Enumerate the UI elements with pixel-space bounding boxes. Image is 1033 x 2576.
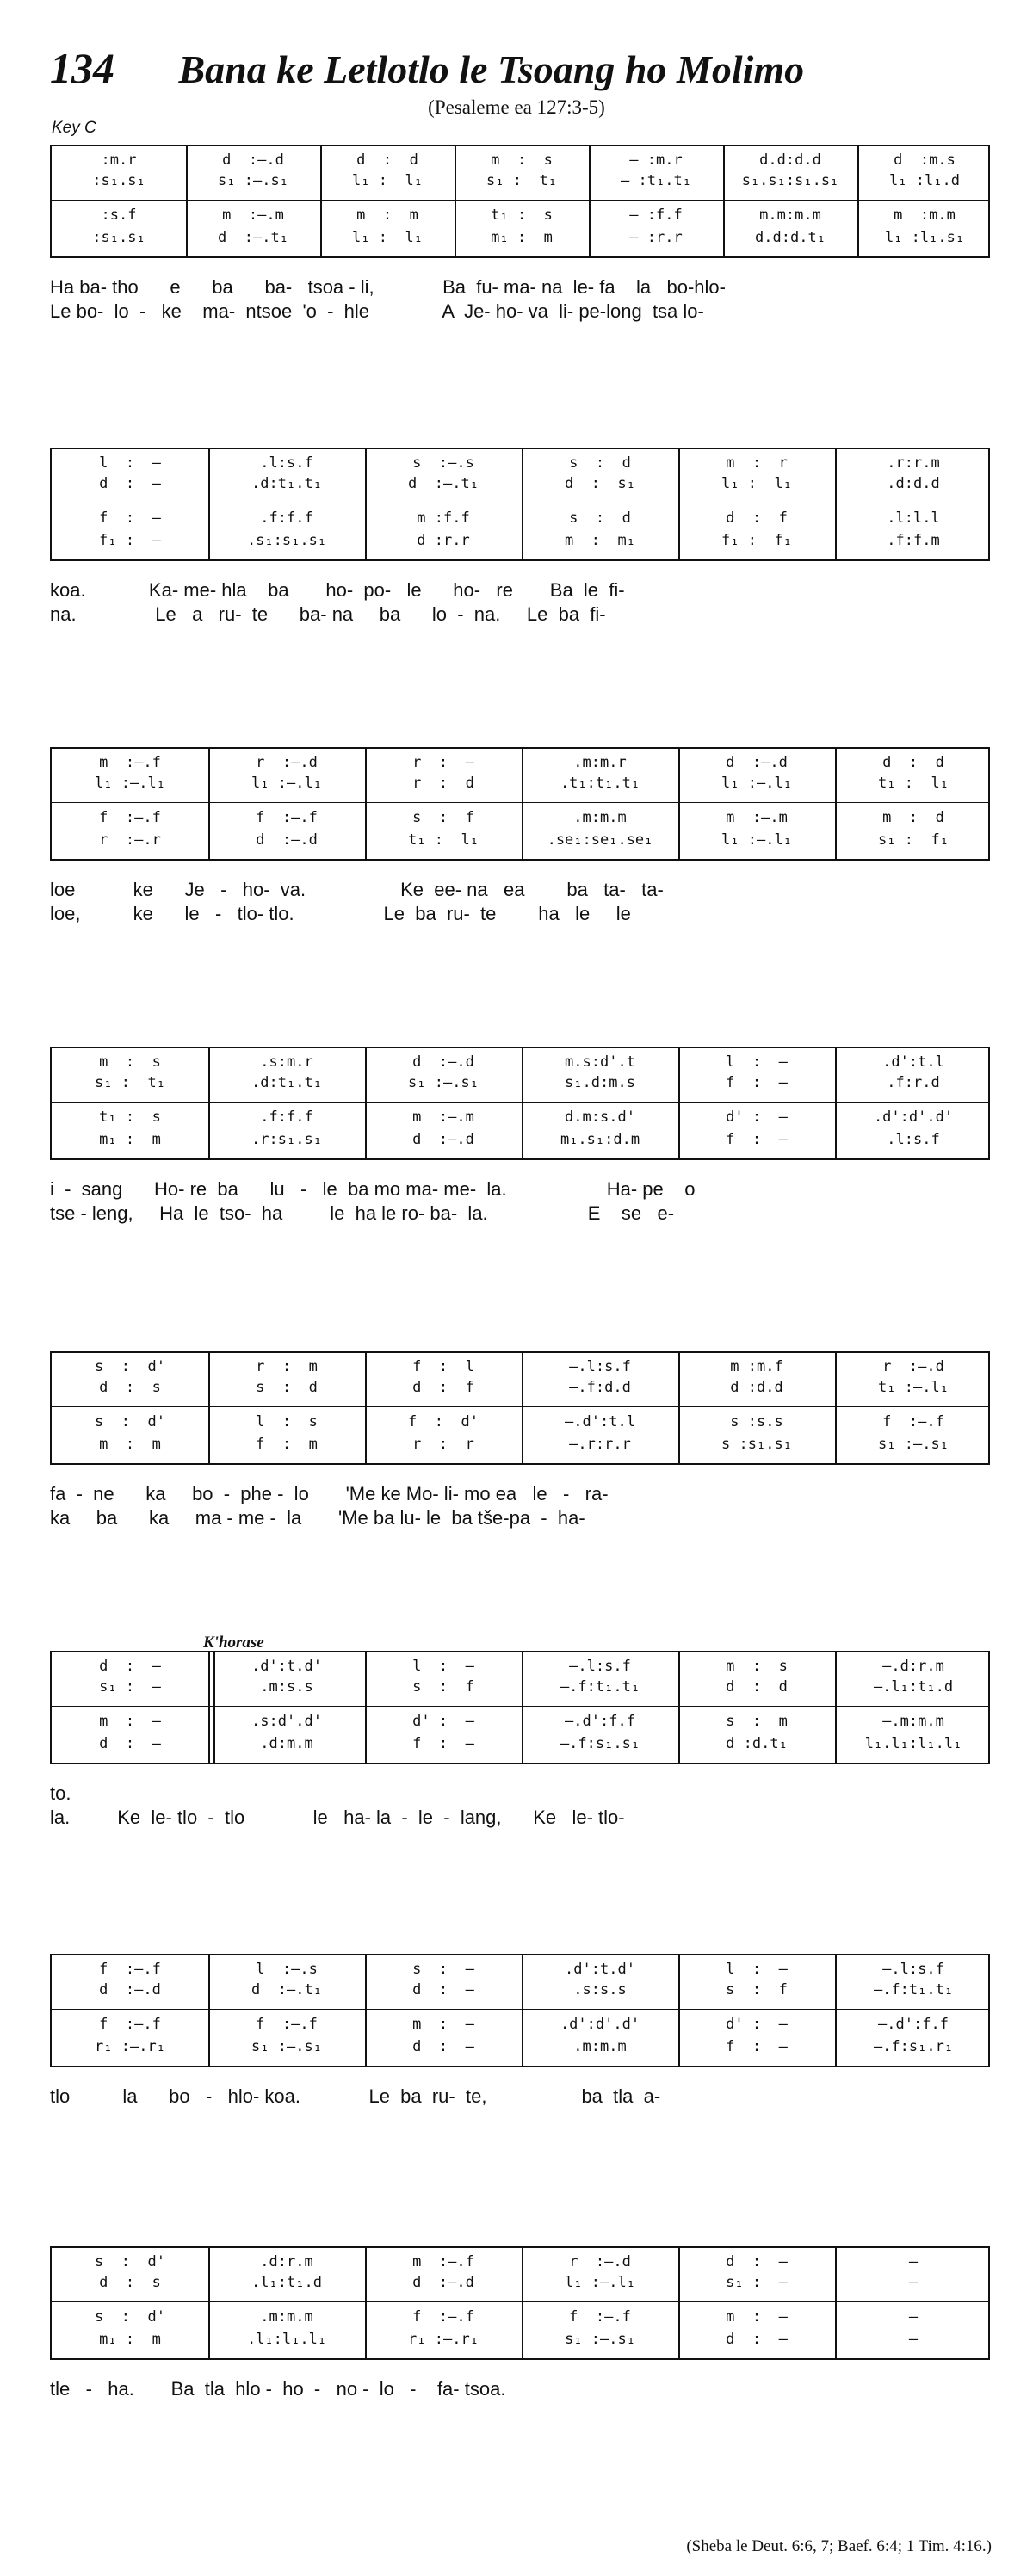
sol-fa-cell: s₁.s₁:s₁.s₁	[741, 172, 839, 189]
sol-fa-cell: :m.r	[101, 151, 137, 169]
sol-fa-cell: .d':t.d'	[565, 1961, 635, 1978]
voice-row	[52, 831, 988, 854]
lyric-line: tse - leng, Ha le tso- ha le ha le ro- ba- la. E se e-	[50, 1202, 675, 1224]
music-system	[50, 2246, 990, 2401]
sol-fa-cell: l : —	[726, 1053, 788, 1071]
sol-fa-cell: .t₁:t₁.t₁	[560, 775, 640, 792]
sol-fa-cell: d :–.d	[412, 1053, 474, 1071]
sol-fa-cell: d :–.t₁	[218, 229, 288, 246]
sol-fa-cell: d : —	[726, 2253, 788, 2270]
key-signature: Key C	[52, 119, 96, 137]
sol-fa-cell: .r:s₁.s₁	[251, 1131, 322, 1148]
sol-fa-cell: .r:r.m	[887, 454, 940, 472]
voice-row	[52, 1436, 988, 1458]
sol-fa-cell: d : d	[882, 754, 944, 771]
sol-fa-cell: d :–.t₁	[251, 1981, 322, 1998]
sol-fa-cell: m₁ : m	[491, 229, 553, 246]
sol-fa-cell: m.s:d'.t	[565, 1053, 635, 1071]
music-system	[50, 448, 990, 627]
sol-fa-cell: –.f:t₁.t₁	[560, 1678, 640, 1696]
sol-fa-cell: r : m	[256, 1358, 318, 1375]
sol-fa-cell: .f:f.f	[260, 510, 313, 527]
sol-fa-cell: .s:m.r	[260, 1053, 313, 1071]
sol-fa-cell: d :–.d	[256, 831, 318, 849]
sol-fa-cell: f : —	[726, 1074, 788, 1091]
sol-fa-cell: .d:m.m	[260, 1735, 313, 1752]
sol-fa-cell: –.d':f.f	[878, 2016, 949, 2033]
sol-fa-cell: f : d'	[408, 1413, 479, 1430]
sol-fa-cell: m :–.f	[412, 2253, 474, 2270]
sol-fa-cell: l₁ : l₁	[352, 172, 423, 189]
sol-fa-cell: .m:m.m	[573, 2038, 627, 2055]
hymn-subtitle: (Pesaleme ea 127:3-5)	[428, 96, 605, 118]
sol-fa-cell: s₁ : —	[99, 1678, 161, 1696]
voice-row	[52, 754, 988, 776]
sol-fa-cell: m₁ : m	[99, 1131, 161, 1148]
sol-fa-staff	[50, 1047, 990, 1160]
sol-fa-cell: t₁ : l₁	[878, 775, 949, 792]
sol-fa-cell: f :–.f	[412, 2308, 474, 2326]
sol-fa-cell: r :–.d	[569, 2253, 631, 2270]
sol-fa-cell: f₁ : —	[99, 532, 161, 549]
sol-fa-cell: m : r	[726, 454, 788, 472]
sol-fa-cell: .l₁:t₁.d	[251, 2274, 322, 2291]
sol-fa-cell: d : d	[356, 151, 418, 169]
sol-fa-cell: l₁ : l₁	[721, 475, 792, 492]
sol-fa-cell: d' : —	[412, 1713, 474, 1730]
sol-fa-cell: d : —	[99, 1735, 161, 1752]
lyric-line: na. Le a ru- te ba- na ba lo - na. Le ba fi-	[50, 603, 606, 625]
sol-fa-cell: s₁ : f₁	[878, 831, 949, 849]
sol-fa-cell: d : s₁	[565, 475, 635, 492]
sol-fa-cell: d : —	[412, 1981, 474, 1998]
sol-fa-cell: l₁ :–.l₁	[721, 775, 792, 792]
sol-fa-cell: f : m	[256, 1436, 318, 1453]
voice-row	[52, 1074, 988, 1096]
sol-fa-cell: .s₁:s₁.s₁	[246, 532, 327, 549]
sol-fa-cell: f : —	[726, 1131, 788, 1148]
lyric-line: koa. Ka- me- hla ba ho- po- le ho- re Ba le fi-	[50, 579, 625, 601]
sol-fa-cell: s₁ :–.s₁	[218, 172, 288, 189]
sol-fa-cell: f : —	[412, 1735, 474, 1752]
sol-fa-staff	[50, 747, 990, 861]
sol-fa-cell: .d':t.l	[882, 1053, 944, 1071]
music-system	[50, 145, 990, 324]
sol-fa-cell: –.f:t₁.t₁	[873, 1981, 954, 1998]
sol-fa-cell: d' : —	[726, 2016, 788, 2033]
voice-row	[52, 172, 988, 195]
sol-fa-cell: –.f:s₁.r₁	[873, 2038, 954, 2055]
sol-fa-cell: f :–.f	[882, 1413, 944, 1430]
sol-fa-cell: –.l₁:t₁.d	[873, 1678, 954, 1696]
sol-fa-cell: d : —	[99, 475, 161, 492]
sol-fa-cell: .f:r.d	[887, 1074, 940, 1091]
sol-fa-cell: s : d'	[95, 1358, 165, 1375]
lyrics	[50, 878, 990, 926]
sol-fa-cell: l : —	[726, 1961, 788, 1978]
voice-row	[52, 1358, 988, 1381]
sol-fa-cell: s : d'	[95, 2308, 165, 2326]
sol-fa-cell: .d:t₁.t₁	[251, 1074, 322, 1091]
sol-fa-cell: s : d	[256, 1379, 318, 1396]
lyrics	[50, 275, 990, 324]
sol-fa-cell: r₁ :–.r₁	[408, 2331, 479, 2348]
sol-fa-cell: d.d:d.d	[759, 151, 821, 169]
sol-fa-cell: .se₁:se₁.se₁	[547, 831, 653, 849]
sol-fa-cell: — :r.r	[629, 229, 683, 246]
hymn-title: Bana ke Letlotlo le Tsoang ho Molimo	[178, 47, 805, 91]
sol-fa-cell: d :–.d	[99, 1981, 161, 1998]
sol-fa-cell: .l:l.l	[887, 510, 940, 527]
sol-fa-cell: s : d'	[95, 2253, 165, 2270]
lyrics	[50, 1482, 990, 1530]
sol-fa-staff	[50, 1651, 990, 1764]
music-system	[50, 1651, 990, 1830]
lyrics	[50, 578, 990, 627]
voice-row	[52, 207, 988, 229]
sol-fa-cell: m : —	[99, 1713, 161, 1730]
sol-fa-cell: d' : —	[726, 1109, 788, 1126]
sol-fa-cell: –.d':f.f	[565, 1713, 635, 1730]
lyric-line: la. Ke le- tlo - tlo le ha- la - le - lang, Ke le- tlo-	[50, 1807, 625, 1828]
sol-fa-cell: f :–.f	[99, 809, 161, 826]
sol-fa-cell: l₁ :–.l₁	[95, 775, 165, 792]
sol-fa-cell: m :–.f	[99, 754, 161, 771]
voice-row	[52, 1981, 988, 2004]
sol-fa-cell: r :–.d	[256, 754, 318, 771]
lyrics	[50, 2377, 990, 2401]
sol-fa-cell: f : l	[412, 1358, 474, 1375]
sol-fa-cell: t₁ : l₁	[408, 831, 479, 849]
voice-row	[52, 475, 988, 497]
sol-fa-cell: d : f	[412, 1379, 474, 1396]
sol-fa-cell: t₁ :–.l₁	[878, 1379, 949, 1396]
chorus-label: K'horase	[203, 1634, 264, 1652]
sol-fa-cell: –.f:d.d	[569, 1379, 631, 1396]
sol-fa-staff	[50, 448, 990, 561]
sol-fa-cell: — :f.f	[629, 207, 683, 224]
sol-fa-cell: l₁.l₁:l₁.l₁	[864, 1735, 962, 1752]
sol-fa-cell: .m:s.s	[260, 1678, 313, 1696]
sol-fa-cell: d : f	[726, 510, 788, 527]
sol-fa-cell: r : d	[412, 775, 474, 792]
sol-fa-cell: r :–.d	[882, 1358, 944, 1375]
voice-row	[52, 510, 988, 532]
sol-fa-cell: d.m:s.d'	[565, 1109, 635, 1126]
sol-fa-cell: r :–.r	[99, 831, 161, 849]
sol-fa-cell: s : d	[569, 510, 631, 527]
lyrics	[50, 1177, 990, 1226]
sol-fa-cell: d : —	[412, 2038, 474, 2055]
sol-fa-cell: t₁ : s	[491, 207, 553, 224]
sol-fa-cell: d :–.d	[412, 1131, 474, 1148]
lyric-line: tle - ha. Ba tla hlo - ho - no - lo - fa- tsoa.	[50, 2378, 506, 2400]
voice-row	[52, 1379, 988, 1401]
sol-fa-cell: m :–.m	[412, 1109, 474, 1126]
sol-fa-cell: m : s	[99, 1053, 161, 1071]
sol-fa-cell: s :s.s	[730, 1413, 783, 1430]
sol-fa-cell: l₁ :l₁.d	[889, 172, 960, 189]
sol-fa-cell: .d':d'.d'	[560, 2016, 640, 2033]
sol-fa-cell: .l₁:l₁.l₁	[246, 2331, 327, 2348]
voice-row	[52, 2016, 988, 2038]
sol-fa-cell: –.d':t.l	[565, 1413, 635, 1430]
sol-fa-cell: s₁ : t₁	[95, 1074, 165, 1091]
sol-fa-cell: d :–.d	[412, 2274, 474, 2291]
staff-divider	[52, 1706, 988, 1707]
voice-row	[52, 532, 988, 554]
sol-fa-cell: f :–.f	[569, 2308, 631, 2326]
sol-fa-cell: .d':t.d'	[251, 1658, 322, 1675]
sol-fa-cell: :s.f	[101, 207, 137, 224]
sol-fa-cell: f :–.f	[256, 2016, 318, 2033]
sol-fa-cell: d : d	[726, 1678, 788, 1696]
sol-fa-cell: —	[908, 2331, 919, 2348]
staff-divider	[52, 200, 988, 201]
sol-fa-cell: m :m.m	[894, 207, 956, 224]
sol-fa-cell: —	[908, 2274, 919, 2291]
sol-fa-cell: l₁ :–.l₁	[251, 775, 322, 792]
sol-fa-cell: .l:s.f	[887, 1131, 940, 1148]
sol-fa-cell: s : —	[412, 1961, 474, 1978]
sol-fa-cell: d :d.t₁	[726, 1735, 788, 1752]
staff-divider	[52, 1102, 988, 1103]
staff-divider	[52, 802, 988, 803]
sol-fa-cell: .d:d.d	[887, 475, 940, 492]
sol-fa-cell: d :–.t₁	[408, 475, 479, 492]
sol-fa-cell: m : d	[882, 809, 944, 826]
lyric-line: tlo la bo - hlo- koa. Le ba ru- te, ba tla a-	[50, 2085, 661, 2107]
sol-fa-cell: — :m.r	[629, 151, 683, 169]
sol-fa-cell: f : —	[726, 2038, 788, 2055]
sol-fa-cell: s : f	[726, 1981, 788, 1998]
sol-fa-cell: m.m:m.m	[759, 207, 821, 224]
voice-row	[52, 1678, 988, 1701]
sol-fa-cell: .m:m.m	[260, 2308, 313, 2326]
sol-fa-staff	[50, 145, 990, 258]
sol-fa-cell: d :d.d	[730, 1379, 783, 1396]
sol-fa-cell: — :t₁.t₁	[621, 172, 691, 189]
music-system	[50, 1351, 990, 1530]
sol-fa-cell: d : s	[99, 1379, 161, 1396]
sol-fa-cell: s : m	[726, 1713, 788, 1730]
sol-fa-cell: l₁ :l₁.s₁	[884, 229, 965, 246]
lyric-line: i - sang Ho- re ba lu - le ba mo ma- me- la. Ha- pe o	[50, 1178, 696, 1200]
sol-fa-cell: l :–.s	[256, 1961, 318, 1978]
voice-row	[52, 2331, 988, 2353]
sol-fa-cell: d : s	[99, 2274, 161, 2291]
sol-fa-cell: m : m	[99, 1436, 161, 1453]
sol-fa-cell: d : —	[726, 2331, 788, 2348]
sol-fa-staff	[50, 2246, 990, 2360]
voice-row	[52, 1735, 988, 1757]
sol-fa-cell: m :–.m	[726, 809, 788, 826]
sol-fa-cell: m : —	[412, 2016, 474, 2033]
sol-fa-cell: —	[908, 2253, 919, 2270]
sol-fa-cell: –.r:r.r	[569, 1436, 631, 1453]
sol-fa-cell: s₁ :–.s₁	[878, 1436, 949, 1453]
sol-fa-cell: t₁ : s	[99, 1109, 161, 1126]
lyric-line: Le bo- lo - ke ma- ntsoe 'o - hle A Je- ho- va li- pe-long tsa lo-	[50, 300, 704, 322]
sol-fa-cell: m₁ : m	[99, 2331, 161, 2348]
sol-fa-cell: .m:m.r	[573, 754, 627, 771]
staff-divider	[52, 2009, 988, 2010]
sol-fa-cell: –.l:s.f	[569, 1658, 631, 1675]
sol-fa-cell: l : s	[256, 1413, 318, 1430]
sol-fa-cell: s : d	[569, 454, 631, 472]
lyric-line: fa - ne ka bo - phe - lo 'Me ke Mo- li- mo ea le - ra-	[50, 1483, 609, 1504]
sol-fa-cell: l : —	[99, 454, 161, 472]
voice-row	[52, 2308, 988, 2331]
lyric-line: loe ke Je - ho- va. Ke ee- na ea ba ta- ta-	[50, 879, 664, 900]
staff-divider	[52, 2301, 988, 2302]
sol-fa-cell: s₁ :–.s₁	[565, 2331, 635, 2348]
sol-fa-cell: .s:s.s	[573, 1981, 627, 1998]
sol-fa-cell: .s:d'.d'	[251, 1713, 322, 1730]
sol-fa-cell: f :–.f	[256, 809, 318, 826]
sol-fa-cell: m :m.f	[730, 1358, 783, 1375]
sol-fa-cell: f₁ : f₁	[721, 532, 792, 549]
sol-fa-cell: .d:r.m	[260, 2253, 313, 2270]
sol-fa-cell: d : —	[99, 1658, 161, 1675]
voice-row	[52, 1109, 988, 1131]
sol-fa-cell: m : s	[726, 1658, 788, 1675]
sol-fa-cell: .l:s.f	[260, 454, 313, 472]
lyric-line: ka ba ka ma - me - la 'Me ba lu- le ba tše-pa - ha-	[50, 1507, 585, 1529]
sol-fa-cell: s₁ :–.s₁	[251, 2038, 322, 2055]
lyric-line: to.	[50, 1782, 71, 1804]
sol-fa-cell: s :–.s	[412, 454, 474, 472]
lyric-line: loe, ke le - tlo- tlo. Le ba ru- te ha le le	[50, 903, 631, 924]
sol-fa-cell: m : s	[491, 151, 553, 169]
voice-row	[52, 2274, 988, 2296]
sol-fa-cell: –.l:s.f	[569, 1358, 631, 1375]
sol-fa-cell: .d':d'.d'	[873, 1109, 954, 1126]
sol-fa-cell: s : d'	[95, 1413, 165, 1430]
voice-row	[52, 1713, 988, 1735]
sol-fa-cell: s₁ : —	[726, 2274, 788, 2291]
sol-fa-cell: .f:f.f	[260, 1109, 313, 1126]
sol-fa-cell: d :m.s	[894, 151, 956, 169]
sol-fa-cell: s : f	[412, 809, 474, 826]
sol-fa-cell: —	[908, 2308, 919, 2326]
sol-fa-cell: d :–.d	[726, 754, 788, 771]
sol-fa-cell: s : f	[412, 1678, 474, 1696]
voice-row	[52, 775, 988, 797]
voice-row	[52, 1053, 988, 1076]
sol-fa-cell: s₁ : t₁	[486, 172, 557, 189]
sol-fa-cell: d :r.r	[417, 532, 470, 549]
sol-fa-cell: m : —	[726, 2308, 788, 2326]
sol-fa-cell: m :f.f	[417, 510, 470, 527]
sol-fa-cell: r : r	[412, 1436, 474, 1453]
sol-fa-cell: r₁ :–.r₁	[95, 2038, 165, 2055]
sol-fa-cell: s :s₁.s₁	[721, 1436, 792, 1453]
sol-fa-staff	[50, 1351, 990, 1465]
sol-fa-cell: –.l:s.f	[882, 1961, 944, 1978]
voice-row	[52, 809, 988, 831]
voice-row	[52, 1413, 988, 1436]
sol-fa-cell: :s₁.s₁	[92, 172, 145, 189]
sol-fa-cell: f : —	[99, 510, 161, 527]
voice-row	[52, 2253, 988, 2276]
sol-fa-cell: m : m₁	[565, 532, 635, 549]
lyrics	[50, 2085, 990, 2109]
sol-fa-cell: f :–.f	[99, 2016, 161, 2033]
voice-row	[52, 1961, 988, 1983]
sol-fa-cell: s₁.d:m.s	[565, 1074, 635, 1091]
sol-fa-cell: r : —	[412, 754, 474, 771]
hymn-number: 134	[50, 44, 114, 92]
music-system	[50, 747, 990, 926]
sol-fa-cell: .d:t₁.t₁	[251, 475, 322, 492]
sol-fa-cell: d :–.d	[222, 151, 284, 169]
sol-fa-cell: l₁ :–.l₁	[721, 831, 792, 849]
voice-row	[52, 1658, 988, 1680]
sol-fa-cell: l₁ :–.l₁	[565, 2274, 635, 2291]
sol-fa-staff	[50, 1954, 990, 2067]
sol-fa-cell: m₁.s₁:d.m	[560, 1131, 640, 1148]
voice-row	[52, 1131, 988, 1153]
sol-fa-cell: f :–.f	[99, 1961, 161, 1978]
sol-fa-cell: s₁ :–.s₁	[408, 1074, 479, 1091]
sol-fa-cell: l : —	[412, 1658, 474, 1675]
sol-fa-cell: m :–.m	[222, 207, 284, 224]
music-system	[50, 1954, 990, 2109]
sol-fa-cell: –.m:m.m	[882, 1713, 944, 1730]
voice-row	[52, 151, 988, 174]
sol-fa-cell: :s₁.s₁	[92, 229, 145, 246]
sol-fa-cell: –.d:r.m	[882, 1658, 944, 1675]
voice-row	[52, 229, 988, 251]
voice-row	[52, 2038, 988, 2060]
voice-row	[52, 454, 988, 477]
staff-divider	[52, 1406, 988, 1407]
sol-fa-cell: –.f:s₁.s₁	[560, 1735, 640, 1752]
music-system	[50, 1047, 990, 1226]
sol-fa-cell: .f:f.m	[887, 532, 940, 549]
sol-fa-cell: l₁ : l₁	[352, 229, 423, 246]
sol-fa-cell: m : m	[356, 207, 418, 224]
lyric-line: Ha ba- tho e ba ba- tsoa - li, Ba fu- ma- na le- fa la bo-hlo-	[50, 276, 726, 298]
hymn-header	[50, 43, 997, 93]
lyrics	[50, 1782, 990, 1830]
sol-fa-cell: .m:m.m	[573, 809, 627, 826]
sol-fa-cell: d.d:d.t₁	[755, 229, 826, 246]
scripture-references: (Sheba le Deut. 6:6, 7; Baef. 6:4; 1 Tim. 4:16.)	[686, 2537, 992, 2555]
